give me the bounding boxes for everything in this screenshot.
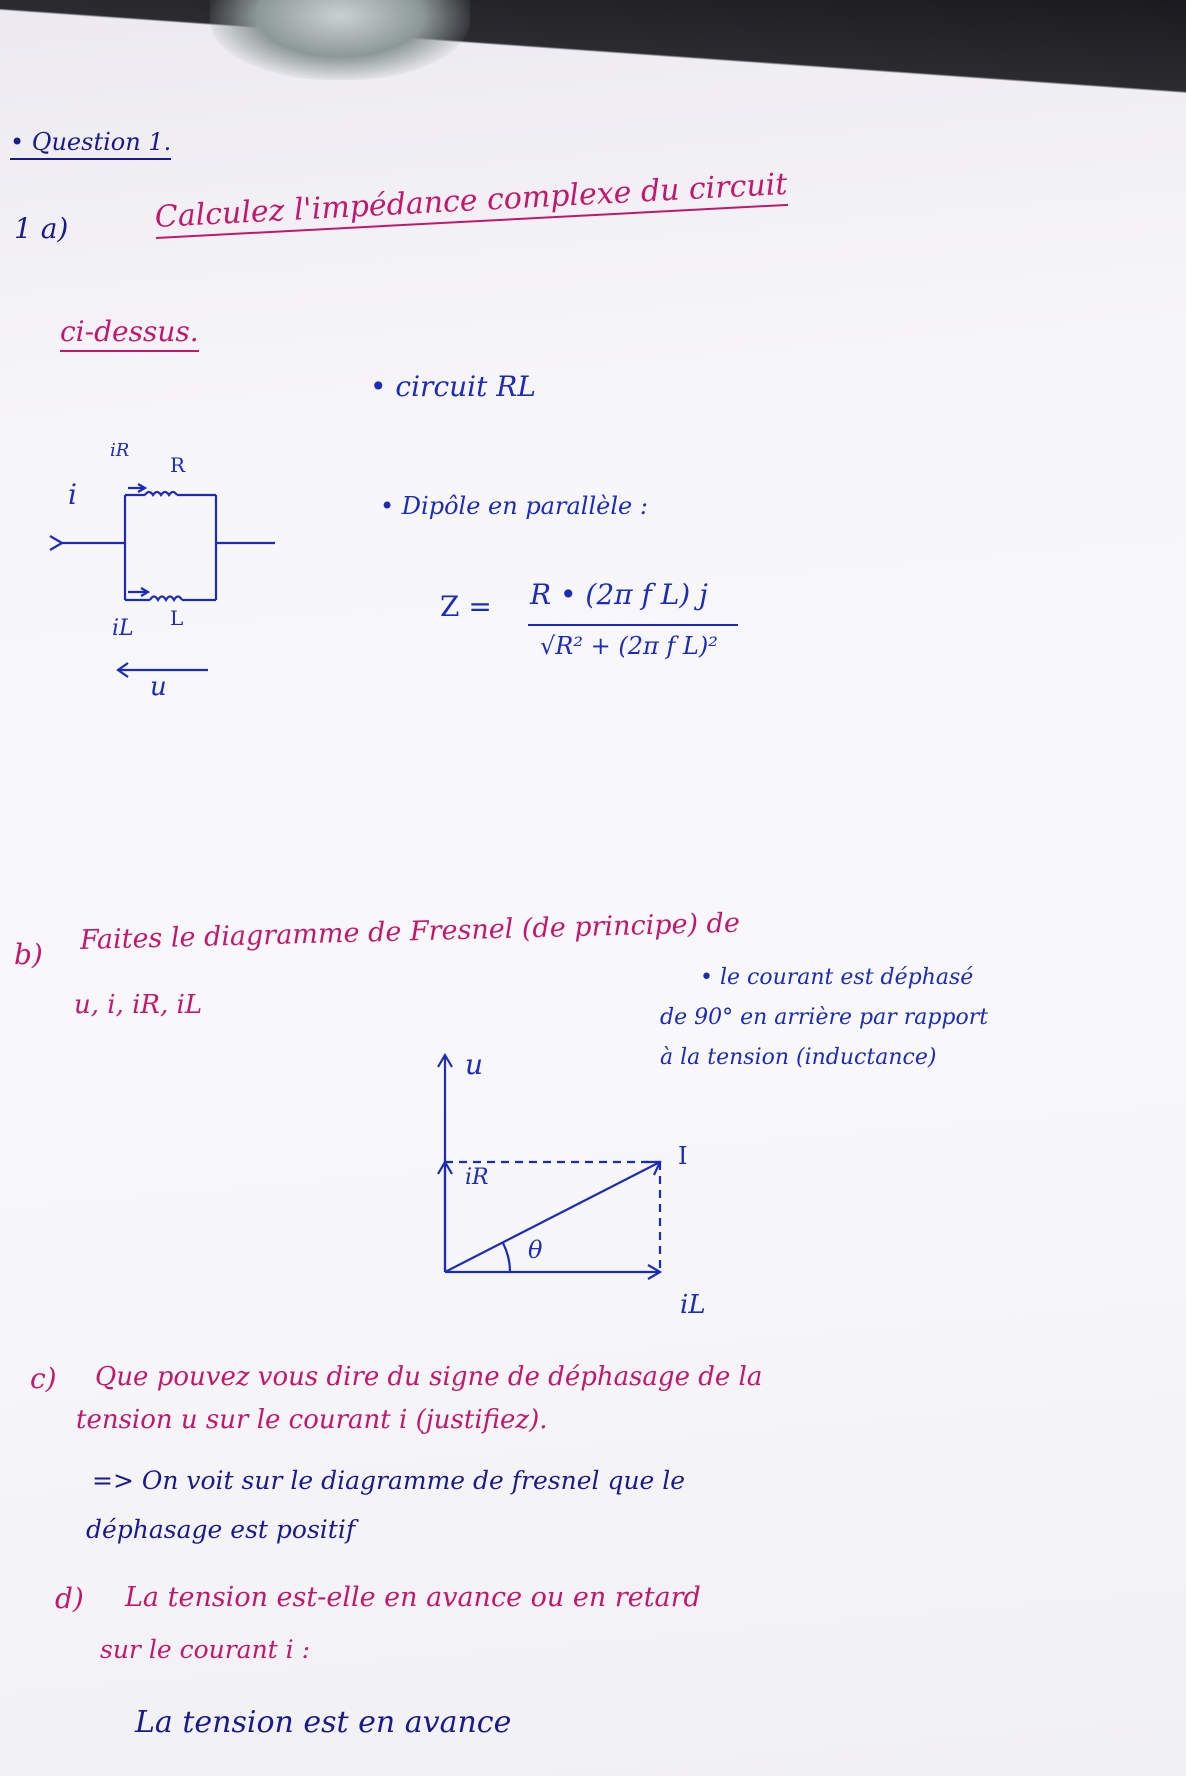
circuit-label-iL: iL: [112, 616, 134, 641]
circuit-label-L: L: [170, 606, 184, 630]
circuit-label-i: i: [68, 478, 77, 511]
circuit-mount: • Dipôle en parallèle :: [380, 492, 648, 520]
q1d-answer: La tension est en avance: [135, 1705, 512, 1740]
q1c-question-line2: tension u sur le courant i (justifiez).: [76, 1405, 548, 1435]
q1c-answer-line1: => On voit sur le diagramme de fresnel que le: [92, 1466, 686, 1495]
q1b-question-line1: Faites le diagramme de Fresnel (de principe) de: [79, 907, 741, 956]
fresnel-label-iR: iR: [465, 1165, 489, 1190]
q1c-question-line1: Que pouvez vous dire du signe de déphasage de la: [95, 1362, 763, 1392]
q1b-question-line2: u, i, iR, iL: [74, 990, 203, 1020]
q1d-label: d): [55, 1582, 84, 1615]
q1b-note-line3: à la tension (inductance): [660, 1045, 937, 1070]
fresnel-label-theta: θ: [528, 1236, 543, 1264]
fresnel-label-iL: iL: [680, 1290, 706, 1320]
q1c-label: c): [30, 1362, 57, 1395]
circuit-label-R: R: [170, 453, 186, 477]
q1b-label: b): [14, 938, 43, 971]
formula-lhs: Z =: [440, 590, 492, 623]
q1a-question-line1: Calculez l'impédance complexe du circuit: [154, 167, 788, 239]
circuit-label-iR: iR: [110, 440, 130, 461]
q1c-answer-line2: déphasage est positif: [86, 1515, 356, 1544]
q1b-note-line2: de 90° en arrière par rapport: [660, 1005, 989, 1030]
q1d-question-line1: La tension est-elle en avance ou en retard: [125, 1582, 701, 1613]
circuit-label-u: u: [150, 672, 167, 702]
formula-denominator: √R² + (2π f L)²: [540, 632, 718, 660]
q1d-question-line2: sur le courant i :: [100, 1635, 311, 1664]
circuit-type: • circuit RL: [370, 370, 536, 403]
q1a-question-line2: ci-dessus.: [60, 315, 199, 352]
q1b-note-line1: • le courant est déphasé: [700, 965, 974, 990]
q1a-label: 1 a): [14, 212, 69, 245]
fresnel-label-I: I: [678, 1142, 688, 1170]
formula-numerator: R • (2π f L) j: [530, 578, 708, 611]
fresnel-label-u: u: [465, 1048, 484, 1081]
page-title: • Question 1.: [10, 128, 171, 160]
